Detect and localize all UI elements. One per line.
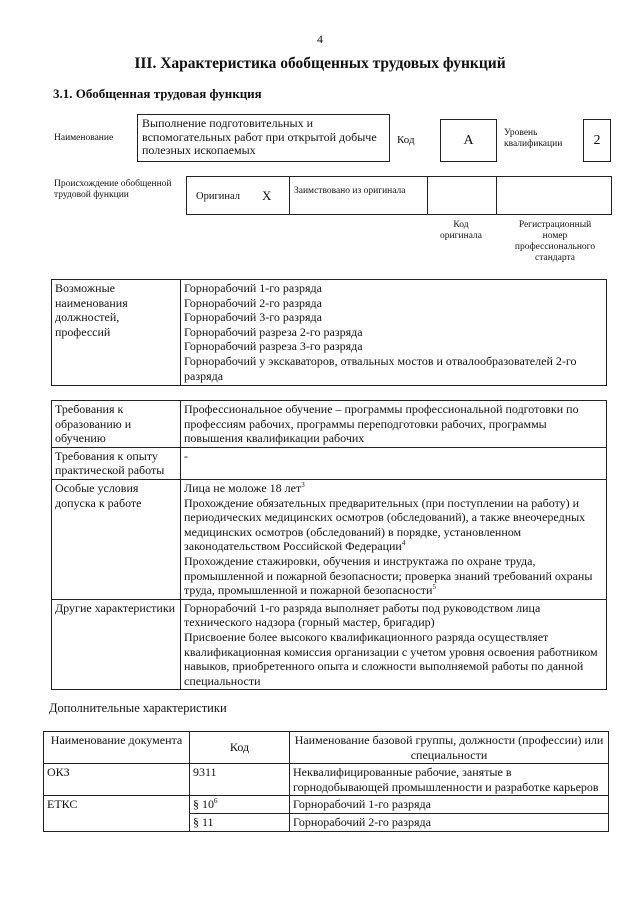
- reg-number-caption: Регистрационный номер профессионального стандарта: [514, 220, 596, 263]
- list-item: Горнорабочий разреза 2-го разряда: [184, 324, 363, 339]
- name-label: Наименование: [54, 133, 114, 143]
- divider: [496, 177, 497, 214]
- divider: [289, 177, 290, 214]
- origin-label: Происхождение обобщенной трудовой функции: [54, 179, 172, 200]
- original-label: Оригинал: [196, 191, 240, 202]
- footnote-ref: 5: [432, 583, 436, 592]
- footnote-ref: 3: [301, 480, 305, 489]
- table-header-row: [44, 732, 609, 764]
- function-name-box: [137, 114, 390, 162]
- original-mark: X: [262, 188, 272, 203]
- paragraph: Горнорабочий 1-го разряда выполняет работы под руководством лица технического надзора (горный мастер, бригадир): [184, 600, 541, 630]
- additional-table: [43, 731, 609, 832]
- row-label: Другие характеристики: [52, 599, 181, 690]
- paragraph: Профессиональное обучение – программы профессиональной подготовки по профессиям рабочих, программы переподготовки рабочих, программы повышения квалификации рабочих: [184, 402, 579, 446]
- divider: [427, 177, 428, 214]
- paragraph: -: [184, 448, 188, 463]
- cell-name: Неквалифицированные рабочие, занятые в горнодобывающей промышленности и разработке карьеров: [290, 764, 609, 796]
- row-value: [181, 599, 607, 690]
- list-item: Горнорабочий 3-го разряда: [184, 310, 322, 325]
- code-value: А: [463, 132, 474, 148]
- positions-table: [51, 279, 607, 386]
- requirements-table: [51, 400, 607, 690]
- cell-code: § $10^6$: [190, 796, 290, 814]
- paragraph: Прохождение стажировки, обучения и инструктажа по охране труда, промышленной и пожарной безопасности; проверка знаний требований охраны труда, промышленной и пожарной безопасности$^5$: [184, 553, 593, 598]
- cell-name: Горнорабочий 2-го разряда: [290, 813, 609, 831]
- origin-table: [186, 176, 612, 215]
- code-label: Код: [397, 134, 415, 146]
- table-row: [44, 796, 609, 814]
- code-original-caption: Код оригинала: [440, 220, 482, 241]
- positions-list: [181, 280, 607, 386]
- level-box: [583, 119, 611, 162]
- cell-doc: ОКЗ: [44, 764, 190, 796]
- code-box: [440, 119, 497, 162]
- list-item: Горнорабочий у экскаваторов, отвальных мостов и отвалообразователей 2-го разряда: [184, 353, 577, 383]
- function-name: Выполнение подготовительных и вспомогательных работ при открытой добыче полезных ископаемых: [142, 116, 377, 157]
- borrowed-label: Заимствовано из оригинала: [294, 186, 406, 196]
- paragraph: Лица не моложе 18 лет$^3$: [184, 480, 305, 495]
- level-label: Уровень квалификации: [504, 128, 563, 149]
- list-item: Горнорабочий 2-го разряда: [184, 295, 322, 310]
- cell-code: 9311: [190, 764, 290, 796]
- table-row: [52, 401, 607, 448]
- header-name: Наименование базовой группы, должности (профессии) или специальности: [290, 732, 609, 764]
- subsection-title: 3.1. Обобщенная трудовая функция: [53, 86, 262, 101]
- row-label: Требования к опыту практической работы: [52, 447, 181, 479]
- footnote-ref: 6: [214, 797, 218, 806]
- header-doc: Наименование документа: [44, 732, 190, 764]
- section-title: III. Характеристика обобщенных трудовых функций: [134, 55, 506, 72]
- table-row: [44, 764, 609, 796]
- positions-label: Возможные наименования должностей, профессий: [52, 280, 181, 386]
- row-label: Требования к образованию и обучению: [52, 401, 181, 448]
- row-value: [181, 479, 607, 599]
- row-label: Особые условия допуска к работе: [52, 479, 181, 599]
- additional-title: Дополнительные характеристики: [49, 701, 227, 715]
- paragraph: Прохождение обязательных предварительных (при поступлении на работу) и периодических медицинских осмотров (обследований), а также внеочередных медицинских осмотров (обследований) в порядке, установленном законодательством Российской Федерации$^4$: [184, 495, 586, 554]
- table-row: [52, 479, 607, 599]
- row-value: [181, 447, 607, 479]
- table-row: [52, 599, 607, 690]
- cell-doc: ЕТКС: [44, 796, 190, 831]
- row-value: [181, 401, 607, 448]
- cell-name: Горнорабочий 1-го разряда: [290, 796, 609, 814]
- list-item: Горнорабочий разреза 3-го разряда: [184, 339, 363, 354]
- list-item: Горнорабочий 1-го разряда: [184, 281, 322, 295]
- cell-code: § 11: [190, 813, 290, 831]
- paragraph: Присвоение более высокого квалификационного разряда осуществляет квалификационная комиссия организации с учетом уровня освоения работником навыков, приобретенного опыта и сложности выполняемой работы по данной специальности: [184, 629, 598, 688]
- table-row: [52, 447, 607, 479]
- level-value: 2: [593, 132, 601, 148]
- footnote-ref: 4: [401, 539, 406, 548]
- header-code: Код: [190, 732, 290, 764]
- page-number: 4: [317, 32, 323, 46]
